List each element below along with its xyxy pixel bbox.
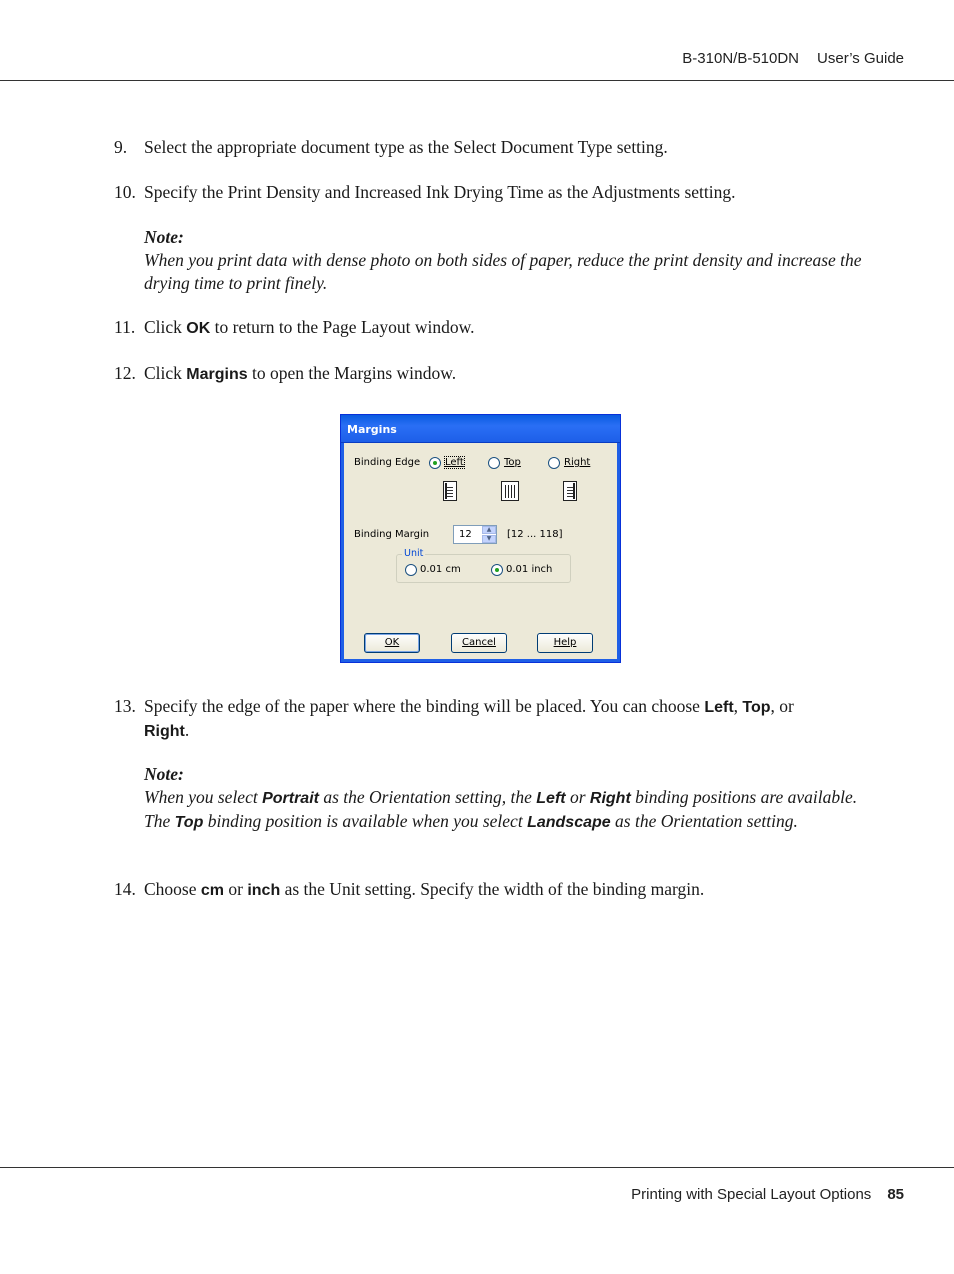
edge-top-label[interactable]: Top <box>504 457 521 468</box>
unit-inch-label[interactable]: 0.01 inch <box>506 564 553 575</box>
step-12 <box>114 362 884 386</box>
left-binding-page-icon <box>443 481 457 501</box>
note-orientation <box>144 763 874 834</box>
margins-dialog <box>340 414 621 663</box>
step-text: Specify the edge of the paper where the binding will be placed. You can choose Left, Top, or Right. <box>144 696 794 740</box>
note-body: When you select Portrait as the Orientation setting, the Left or Right binding positions are available. The Top binding position is available when you select Landscape as the Orientation setting. <box>144 787 858 831</box>
header-rule <box>0 80 954 81</box>
step-number: 9. <box>114 137 128 157</box>
step-11 <box>114 316 884 340</box>
stepper-down-icon[interactable]: ▼ <box>482 535 496 543</box>
left-keyword: Left <box>704 699 734 716</box>
top-keyword: Top <box>742 699 771 716</box>
binding-edge-label: Binding Edge <box>354 457 421 468</box>
guide-name: User’s Guide <box>817 50 904 67</box>
unit-cm-label[interactable]: 0.01 cm <box>420 564 461 575</box>
cm-keyword: cm <box>200 882 224 899</box>
section-title: Printing with Special Layout Options <box>631 1186 872 1203</box>
note-heading: Note: <box>144 227 184 247</box>
binding-margin-range: [12 ... 118] <box>507 529 563 540</box>
right-keyword: Right <box>144 723 185 740</box>
page-number: 85 <box>887 1186 904 1203</box>
unit-group <box>396 548 571 583</box>
stepper-up-icon[interactable]: ▲ <box>482 526 496 534</box>
unit-group-label: Unit <box>404 548 424 559</box>
help-button[interactable]: Help <box>537 633 593 653</box>
step-13 <box>114 695 884 743</box>
ok-keyword: OK <box>186 320 211 337</box>
running-header <box>682 50 904 67</box>
step-number: 11. <box>114 317 136 337</box>
cancel-button[interactable]: Cancel <box>451 633 507 653</box>
unit-inch-radio[interactable] <box>491 564 503 576</box>
step-9 <box>114 136 884 159</box>
margins-keyword: Margins <box>186 366 248 383</box>
step-14 <box>114 878 884 902</box>
step-text: Choose cm or inch as the Unit setting. Specify the width of the binding margin. <box>144 879 705 899</box>
running-footer <box>631 1186 904 1203</box>
note-print-density <box>144 226 889 295</box>
binding-margin-stepper[interactable] <box>453 525 497 544</box>
step-number: 14. <box>114 879 136 899</box>
right-binding-page-icon <box>563 481 577 501</box>
note-heading: Note: <box>144 764 184 784</box>
binding-margin-value[interactable]: 12 <box>459 529 472 540</box>
ok-button[interactable]: OK <box>364 633 420 653</box>
step-text: Select the appropriate document type as the Select Document Type setting. <box>144 137 668 157</box>
dialog-frame <box>341 443 620 662</box>
step-number: 13. <box>114 696 136 716</box>
step-text: Click Margins to open the Margins window. <box>144 363 457 383</box>
top-binding-page-icon <box>501 481 519 501</box>
step-number: 10. <box>114 182 136 202</box>
edge-left-radio[interactable] <box>429 457 441 469</box>
step-number: 12. <box>114 363 136 383</box>
product-name: B-310N/B-510DN <box>682 50 800 67</box>
note-body: When you print data with dense photo on both sides of paper, reduce the print density and increase the drying time to print finely. <box>144 250 862 293</box>
edge-left-label[interactable]: Left <box>445 457 464 468</box>
step-10 <box>114 181 884 204</box>
step-text: Specify the Print Density and Increased Ink Drying Time as the Adjustments setting. <box>144 182 736 202</box>
edge-right-radio[interactable] <box>548 457 560 469</box>
binding-margin-label: Binding Margin <box>354 529 430 540</box>
inch-keyword: inch <box>247 882 281 899</box>
edge-right-label[interactable]: Right <box>564 457 591 468</box>
footer-rule <box>0 1167 954 1168</box>
dialog-title: Margins <box>341 415 620 443</box>
step-text: Click OK to return to the Page Layout window. <box>144 317 475 337</box>
edge-top-radio[interactable] <box>488 457 500 469</box>
unit-cm-radio[interactable] <box>405 564 417 576</box>
